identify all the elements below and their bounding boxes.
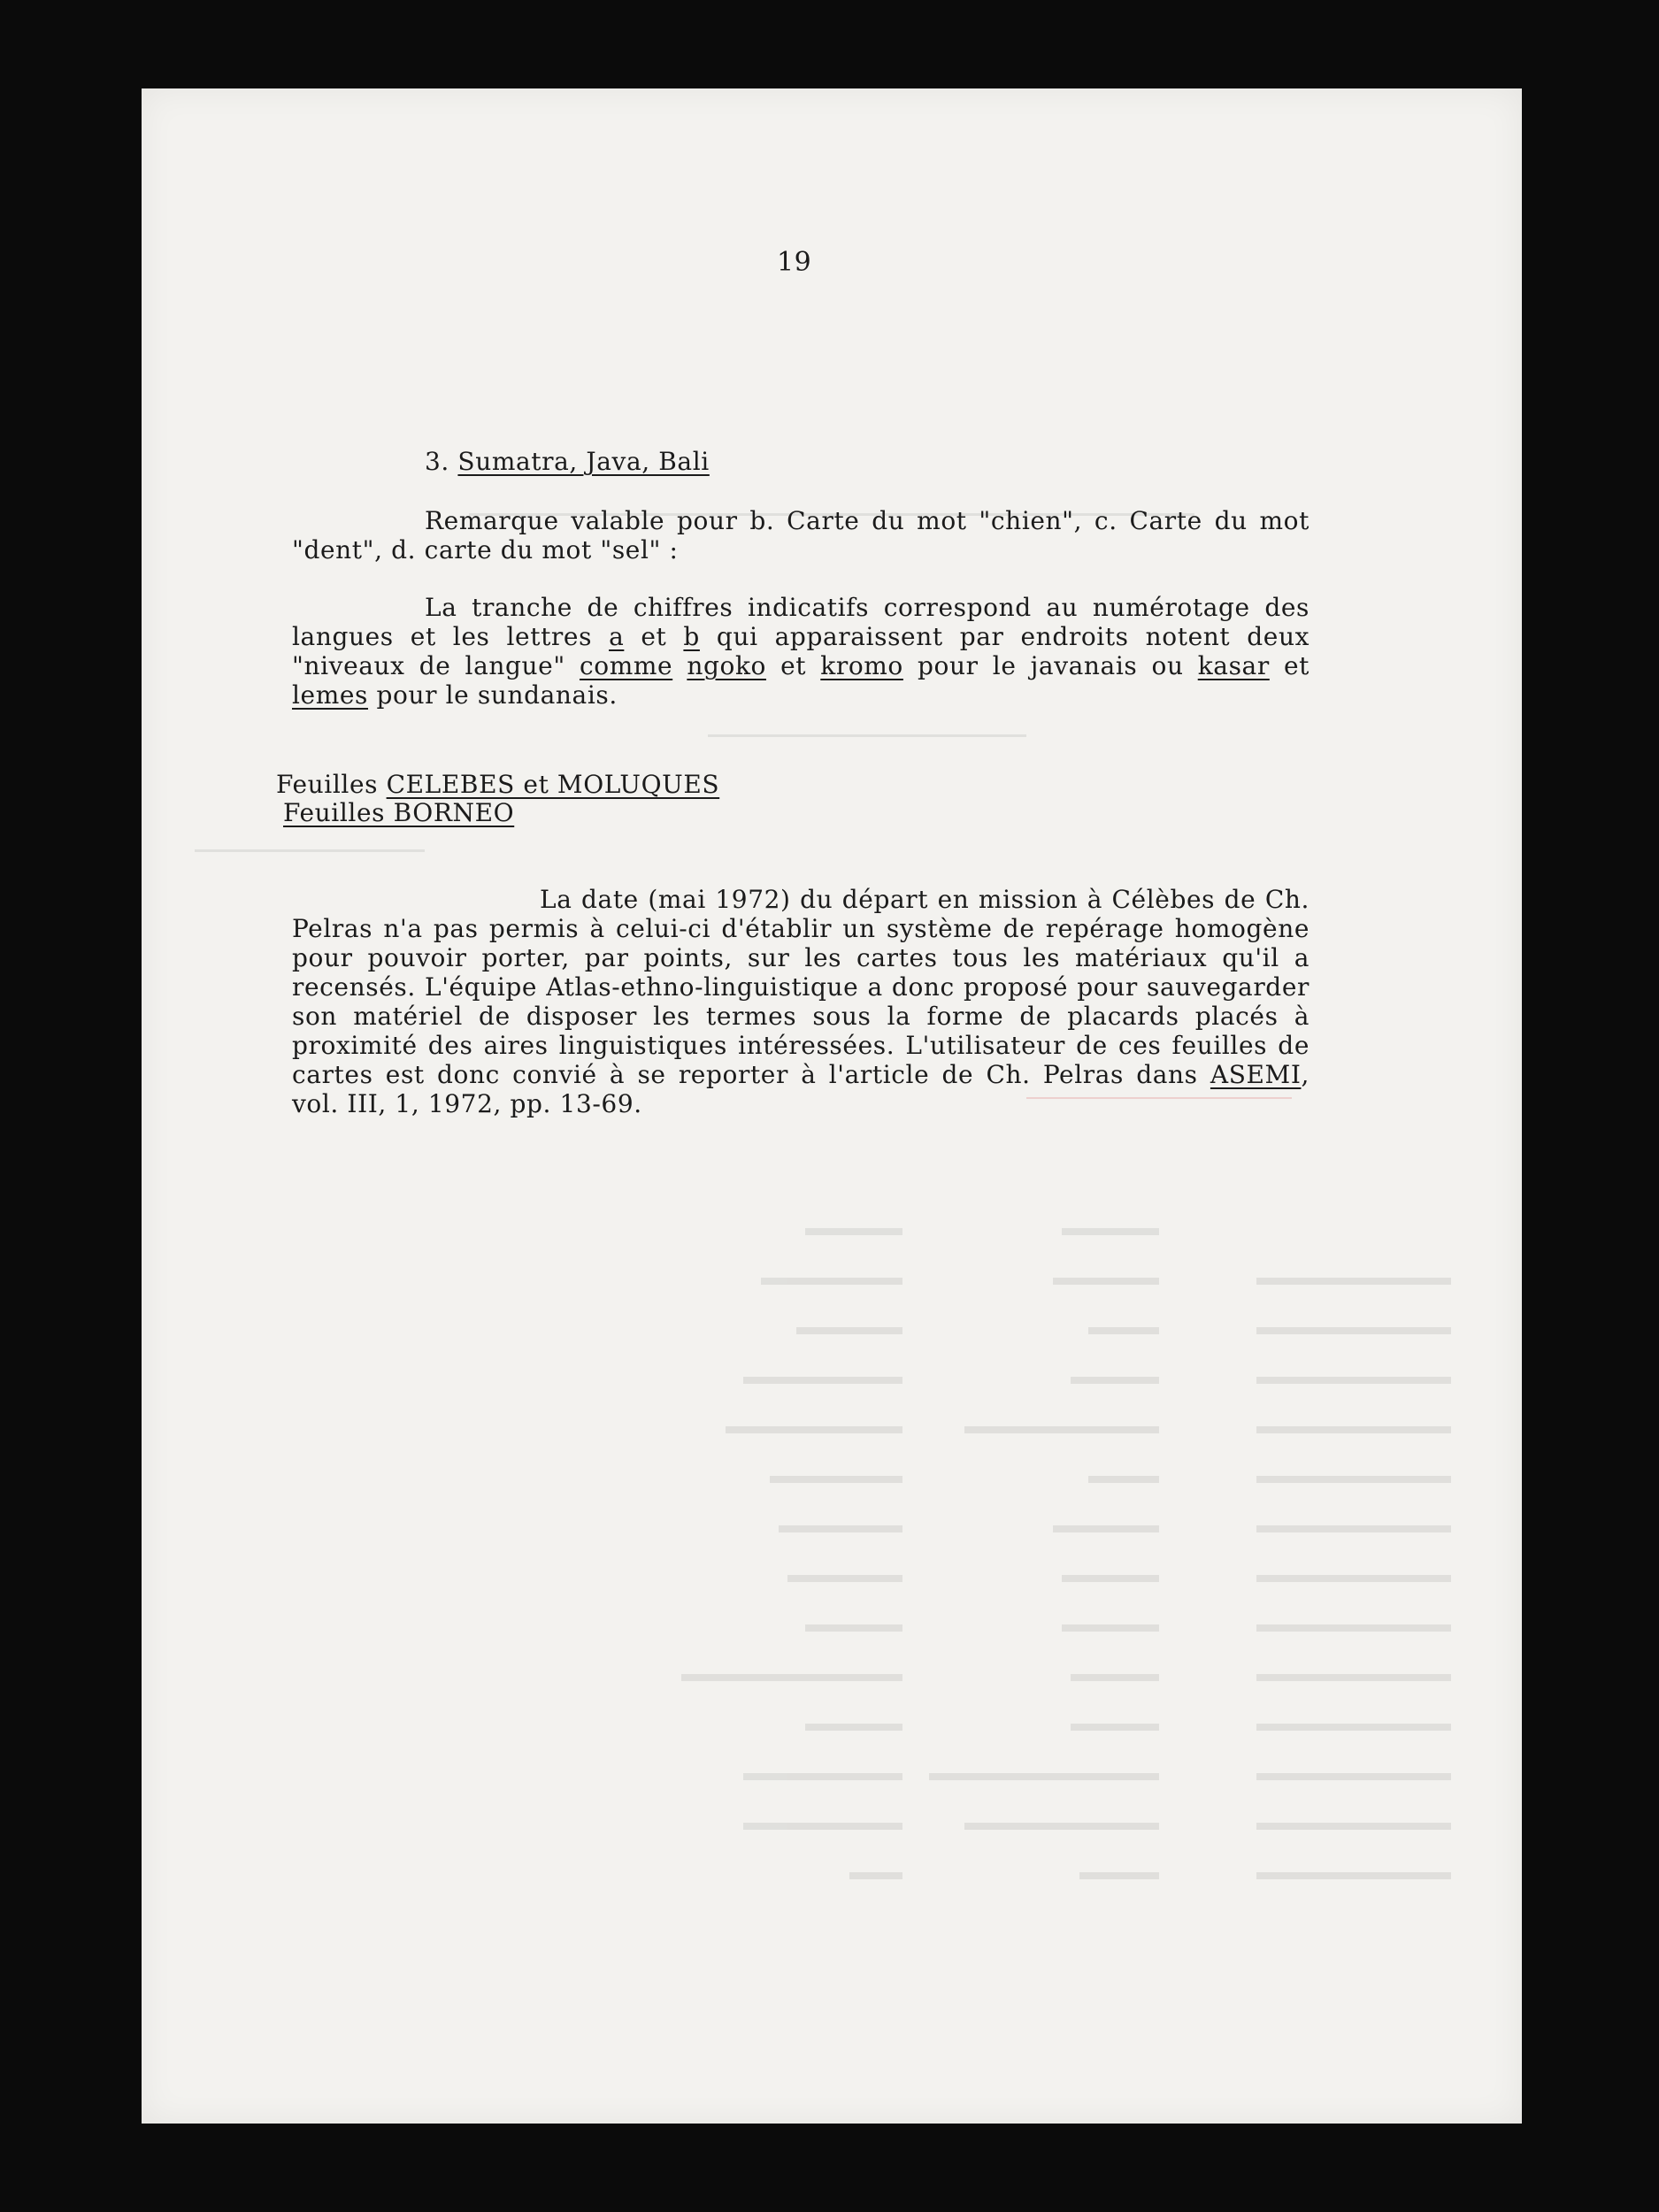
journal-name: ASEMI xyxy=(1210,1060,1302,1089)
document-page xyxy=(142,88,1522,2124)
section-title: Sumatra, Java, Bali xyxy=(457,447,710,476)
underlined-term: lemes xyxy=(292,680,369,710)
section-heading xyxy=(425,447,710,476)
underlined-term: a xyxy=(609,622,625,651)
underlined-term: ngoko xyxy=(687,651,766,680)
paragraph-text: , vol. III, 1, 1972, pp. 13-69. xyxy=(292,1060,1310,1118)
paragraph-text xyxy=(672,651,687,680)
remark-text: Remarque valable pour b. Carte du mot "chien", c. Carte du mot "dent", d. carte du mot "sel" : xyxy=(292,506,1310,565)
underlined-term: b xyxy=(683,622,700,651)
underlined-term: comme xyxy=(579,651,673,680)
page-number: 19 xyxy=(777,247,812,278)
underlined-term: kasar xyxy=(1197,651,1270,680)
section-number: 3. xyxy=(425,447,458,476)
celebes-paragraph xyxy=(292,885,1310,1118)
paragraph-text: qui apparaissent par endroits notent deux "niveaux de langue" xyxy=(292,622,1310,680)
heading-title: CELEBES et MOLUQUES xyxy=(386,770,720,799)
paragraph-text: pour le sundanais. xyxy=(368,680,618,710)
underlined-term: kromo xyxy=(820,651,903,680)
heading-prefix: Feuilles xyxy=(276,770,387,799)
tranche-paragraph xyxy=(292,593,1310,710)
bleed-through-table xyxy=(283,1186,1451,1879)
heading-borneo xyxy=(283,798,514,827)
paragraph-text: La date (mai 1972) du départ en mission à Célèbes de Ch. Pelras n'a pas permis à celui-ci d'établir un système de repérage homogène pour pouvoir porter, par points, sur les cartes tous les matériaux qu'il a recensés. L'équipe Atlas-ethno-linguistique a donc proposé pour sauvegarder son matériel de disposer les termes sous la forme de placards placés à proximité des aires linguistiques intéressées. L'utilisateur de ces feuilles de cartes est donc convié à se reporter à l'article de Ch. Pelras dans xyxy=(292,885,1310,1089)
paragraph-text: La tranche de chiffres indicatifs correspond au numérotage des langues et les lettres xyxy=(292,593,1310,651)
paragraph-text: et xyxy=(624,622,684,651)
paragraph-text: pour le javanais ou xyxy=(902,651,1198,680)
heading-celebes-moluques xyxy=(276,770,719,799)
paragraph-text: et xyxy=(1269,651,1310,680)
remark-paragraph xyxy=(292,506,1310,565)
paragraph-text: et xyxy=(765,651,821,680)
heading-title: Feuilles BORNEO xyxy=(283,798,515,827)
